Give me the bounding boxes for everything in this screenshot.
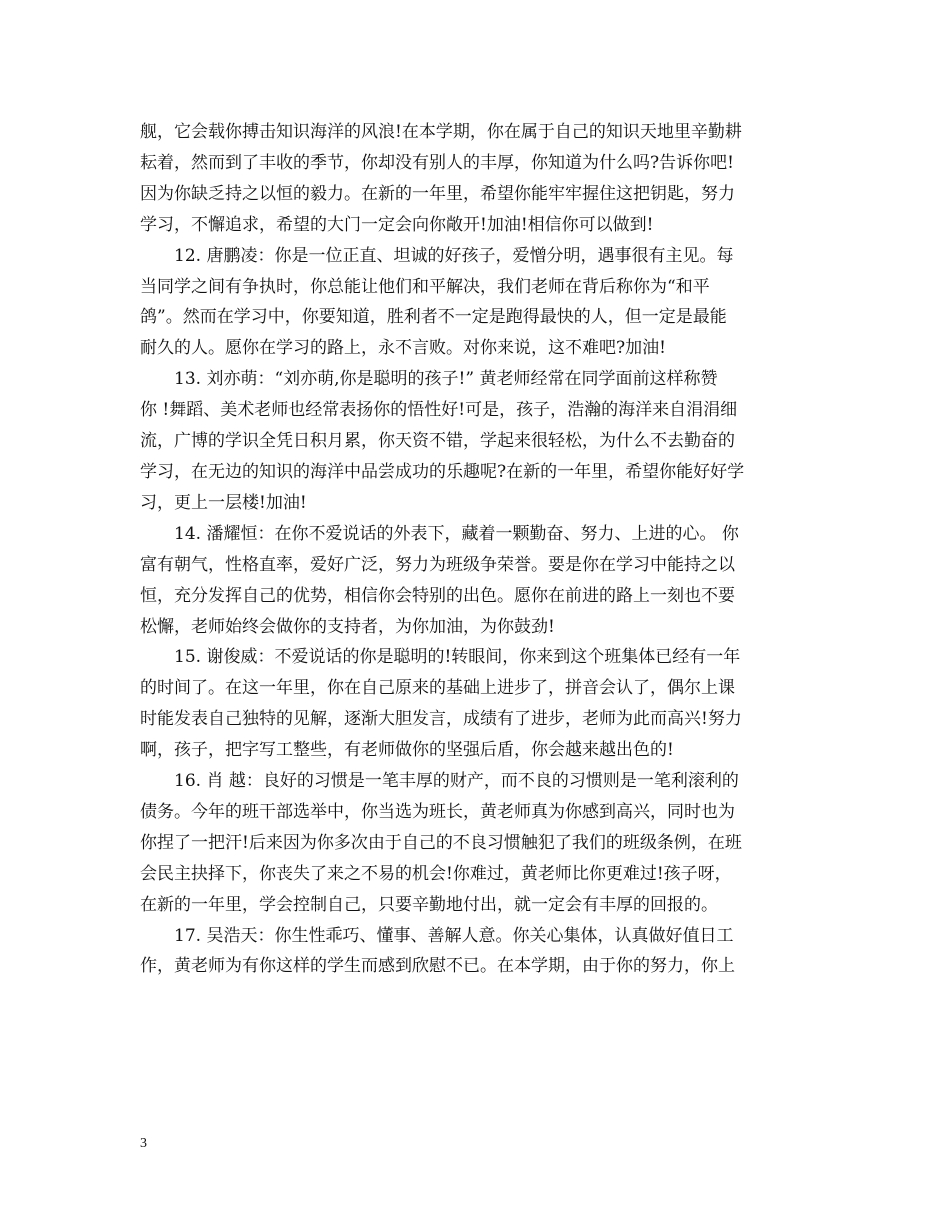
comment-item-13: 13. 刘亦萌：“刘亦萌,你是聪明的孩子!” 黄老师经常在同学面前这样称赞 你 !舞蹈、美术老师也经常表扬你的悟性好!可是，孩子，浩瀚的海洋来自涓涓细 流，广博的学识全凭日积月累，你天资不错，学起来很轻松，为什么不去勤奋的 学习，在无边的知识的海洋中品尝成功的乐趣呢?在新的一年里，希望你能好好学 习，更上一层楼!加油!	[140, 369, 745, 513]
document-body	[140, 117, 812, 982]
comment-item-15: 15. 谢俊威：不爱说话的你是聪明的!转眼间，你来到这个班集体已经有一年 的时间了。在这一年里，你在自己原来的基础上进步了，拼音会认了，偶尔上课 时能发表自己独特的见解，逐渐大胆发言，成绩有了进步，老师为此而高兴!努力 啊，孩子，把字写工整些，有老师做你的坚强后盾，你会越来越出色的!	[140, 647, 742, 761]
comment-item-12: 12. 唐鹏凌：你是一位正直、坦诚的好孩子，爱憎分明，遇事很有主见。每 当同学之间有争执时，你总能让他们和平解决，我们老师在背后称你为“和平 鸽”。然而在学习中，你要知道，胜利者不一定是跑得最快的人，但一定是最能 耐久的人。愿你在学习的路上，永不言败。对你来说，这不难吧?加油!	[140, 245, 734, 359]
page-number: 3	[140, 1136, 147, 1151]
comment-item-17: 17. 吴浩天：你生性乖巧、懂事、善解人意。你关心集体，认真做好值日工 作，黄老师为有你这样的学生而感到欣慰不已。在本学期，由于你的努力，你上	[140, 925, 735, 977]
paragraph-continuation: 舰，它会载你搏击知识海洋的风浪!在本学期，你在属于自己的知识天地里辛勤耕 耘着，然而到了丰收的季节，你却没有别人的丰厚，你知道为什么吗?告诉你吧! 因为你缺乏持之以恒的毅力。在新的一年里，希望你能牢牢握住这把钥匙，努力 学习，不懈追求，希望的大门一定会向你敞开!加油!相信你可以做到!	[140, 122, 742, 235]
comment-item-14: 14. 潘耀恒：在你不爱说话的外表下，藏着一颗勤奋、努力、上进的心。 你 富有朝气，性格直率，爱好广泛，努力为班级争荣誉。要是你在学习中能持之以 恒，充分发挥自己的优势，相信你会特别的出色。愿你在前进的路上一刻也不要 松懈，老师始终会做你的支持者，为你加油，为你鼓劲!	[140, 523, 739, 637]
comment-item-16: 16. 肖 越：良好的习惯是一笔丰厚的财产，而不良的习惯则是一笔利滚利的 债务。今年的班干部选举中，你当选为班长，黄老师真为你感到高兴，同时也为 你捏了一把汗!后来因为你多次由于自己的不良习惯触犯了我们的班级条例，在班 会民主抉择下，你丧失了来之不易的机会!你难过，黄老师比你更难过!孩子呀， 在新的一年里，学会控制自己，只要辛勤地付出，就一定会有丰厚的回报的。	[140, 771, 742, 915]
